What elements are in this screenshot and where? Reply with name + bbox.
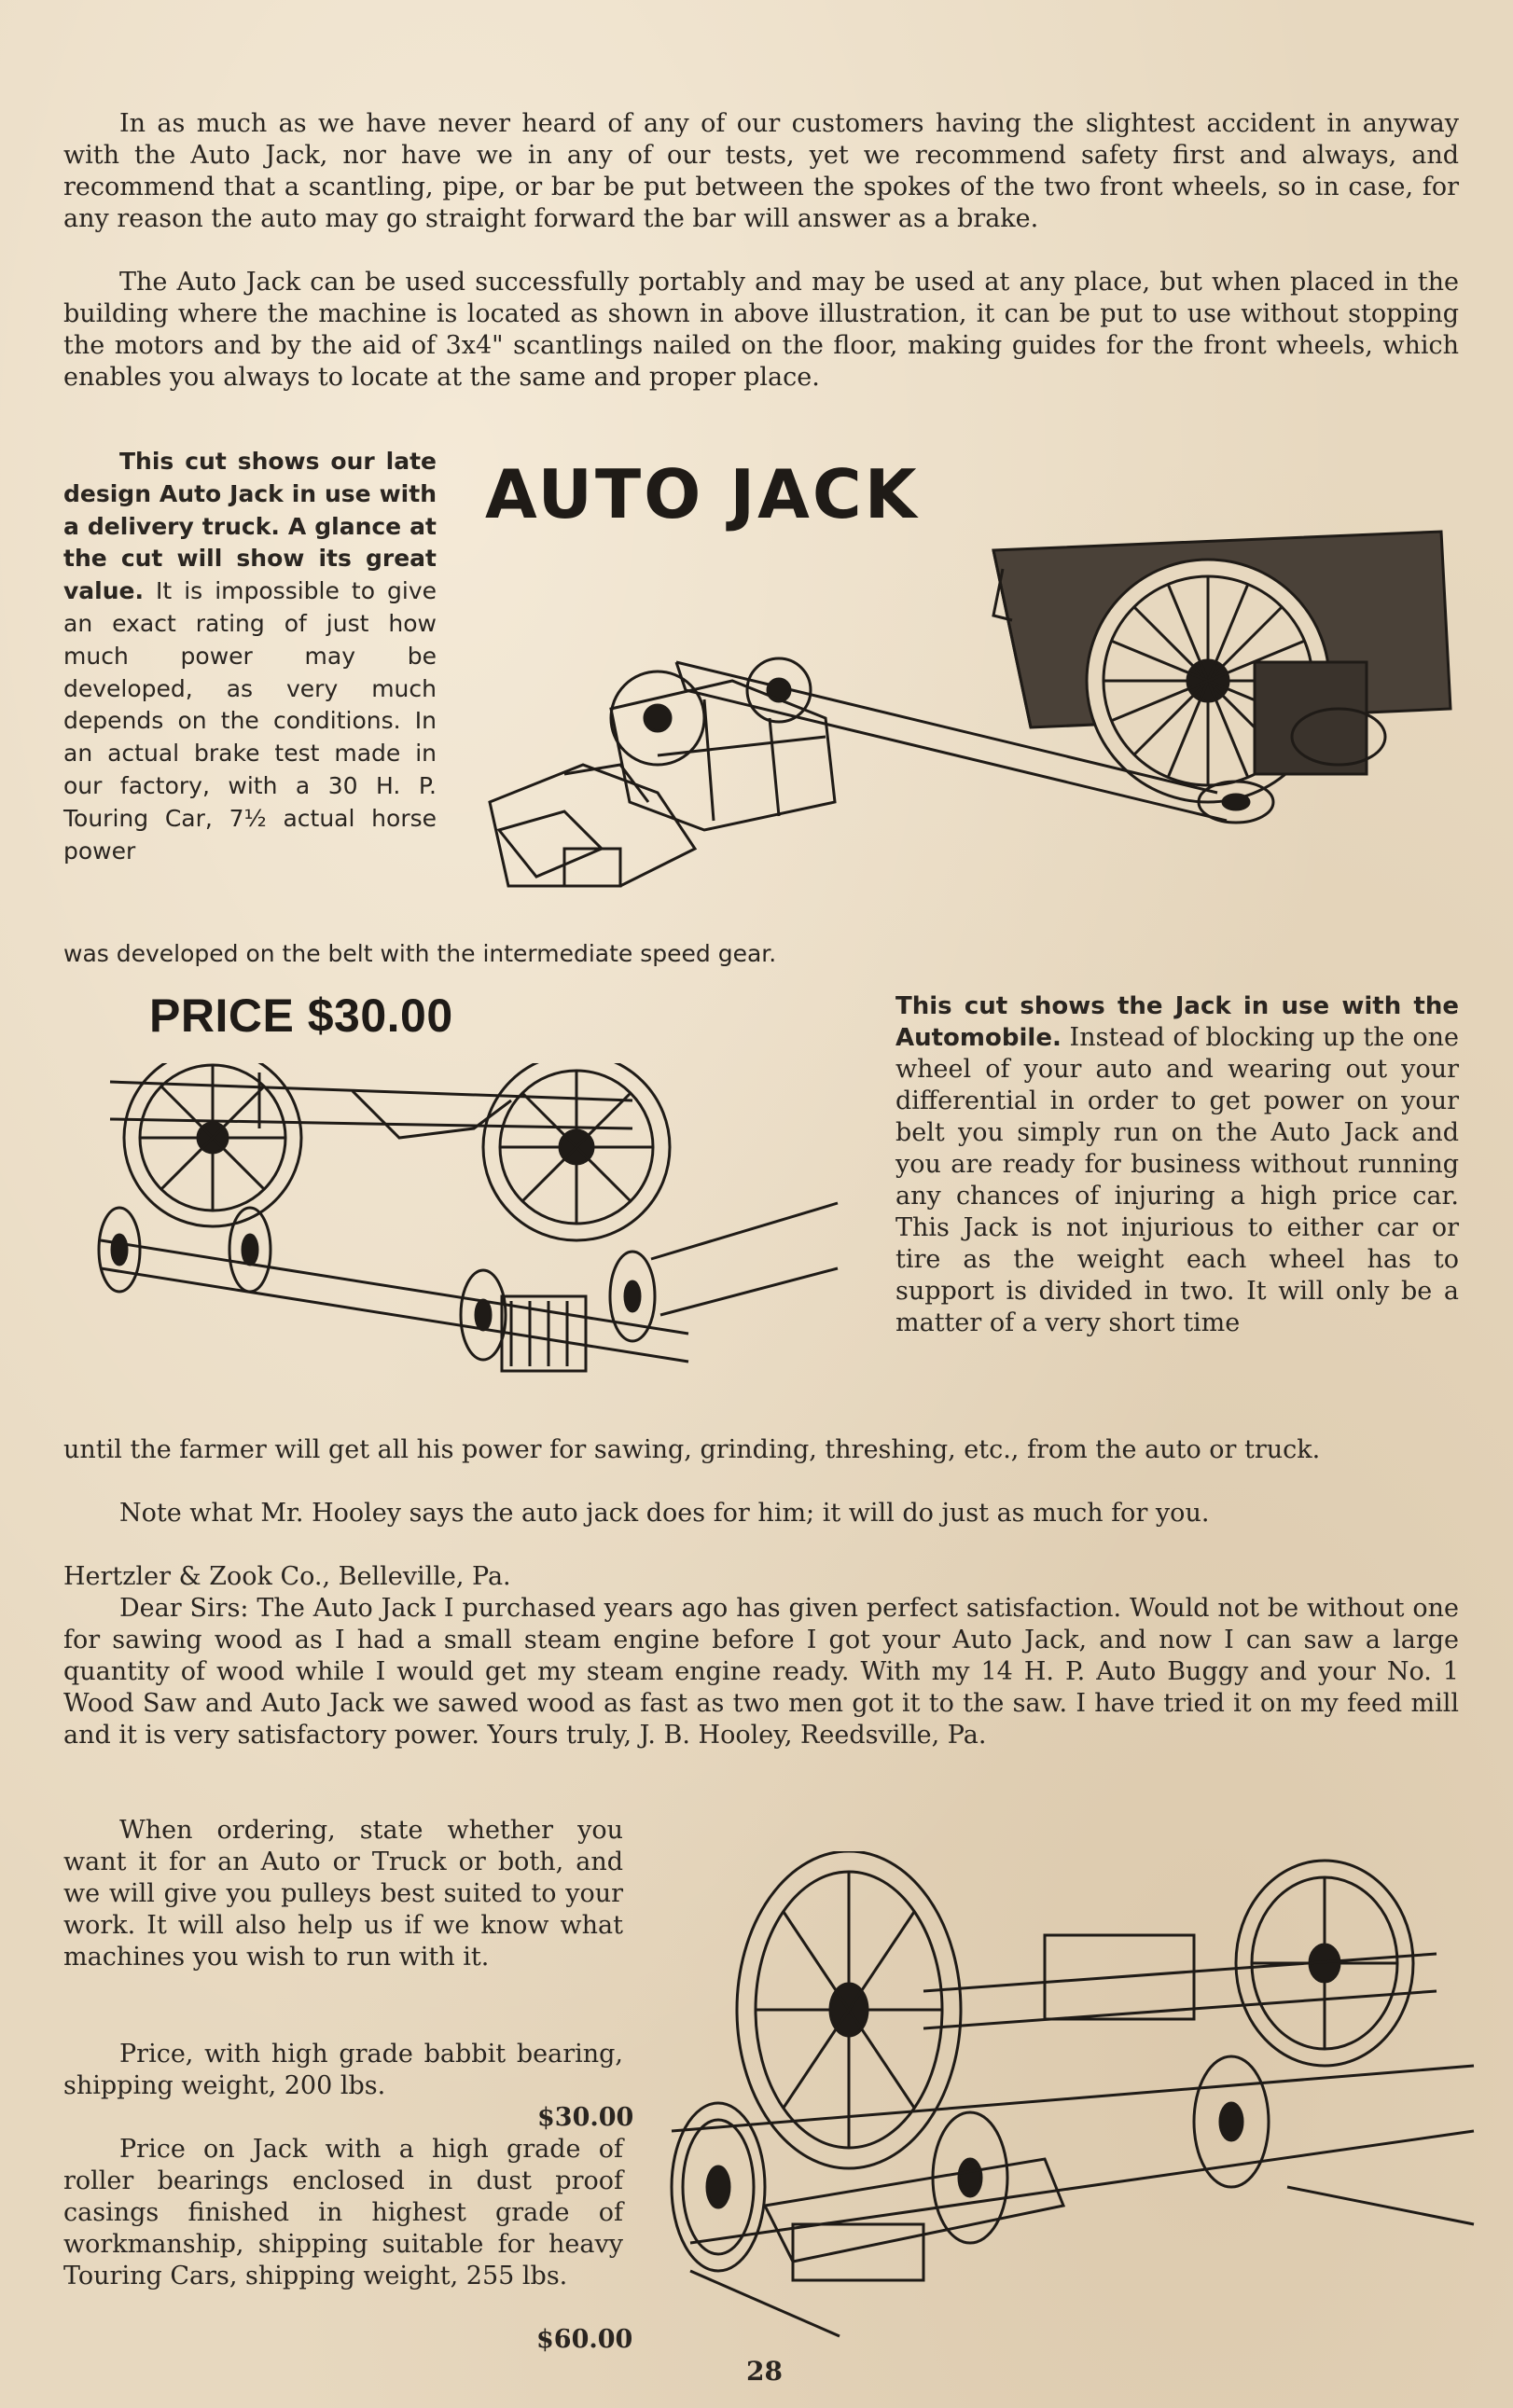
price-babbit-amount: $30.00 <box>537 2103 634 2132</box>
price-heading: PRICE $30.00 <box>149 989 453 1042</box>
testimonial-letter: Dear Sirs: The Auto Jack I purchased years ago has given perfect satisfaction. Would not be without one for sawing wood as I had a small steam engine before I got your Auto Jack, and now I can saw a large quantity of wood while I would get my steam engine ready. With my 14 H. P. Auto Buggy and your No. 1 Wood Saw and Auto Jack we sawed wood as fast as two men got it to the saw. I have tried it on my feed mill and it is very satisfactory power. Yours truly, J. B. Hooley, Reedsville, Pa. <box>63 1594 1459 1750</box>
truck-cut-body: It is impossible to give an exact rating of just how much power may be developed, as very much depends on the conditions. In an actual brake test made in our factory, with a 30 H. P. Touring Car, 7½ actual horse power <box>63 577 437 865</box>
truck-cut-lead: This cut shows our late design Auto Jack in use with a delivery truck. A glance at the cut will show its great value. <box>63 448 437 605</box>
price-roller-text: Price on Jack with a high grade of roller bearings enclosed in dust proof casings finished in highest grade of workmanship, shipping suitable for heavy Touring Cars, shipping weight, 255 lbs. <box>63 2135 623 2290</box>
truck-cut-caption-tail: was developed on the belt with the intermediate speed gear. <box>63 940 777 967</box>
auto-jack-title: AUTO JACK <box>485 455 920 533</box>
intro-paragraph-safety: In as much as we have never heard of any of our customers having the slightest accident in anyway with the Auto Jack, nor have we in any of our tests, yet we recommend safety first and always, and recommend that a scantling, pipe, or bar be put between the spokes of the two front wheels, so in case, for any reason the auto may go straight forward the bar will answer as a brake. <box>63 109 1459 233</box>
rear-axle-jack-illustration <box>653 1851 1483 2346</box>
automobile-jack-illustration <box>73 1063 856 1399</box>
automobile-cut-body: Instead of blocking up the one wheel of your auto and wearing out your differential in order to get power on your belt you simply run on the Auto Jack and you are ready for business without running any chances of injuring a high price car. This Jack is not injurious to either car or tire as the weight each wheel has to support is divided in two. It will only be a matter of a very short time <box>895 1023 1459 1337</box>
automobile-cut-lead: This cut shows the Jack in use with the Automobile. <box>895 992 1459 1052</box>
intro-paragraph-placement: The Auto Jack can be used successfully portably and may be used at any place, but when placed in the building where the machine is located as shown in above illustration, it can be put to use without stopping the motors and by the aid of 3x4" scantlings nailed on the floor, making guides for the front wheels, which enables you always to locate at the same and proper place. <box>63 268 1459 392</box>
price-roller-amount: $60.00 <box>536 2325 633 2354</box>
automobile-cut-caption-tail: until the farmer will get all his power for sawing, grinding, threshing, etc., from the auto or truck. <box>63 1435 1321 1464</box>
testimonial-address: Hertzler & Zook Co., Belleville, Pa. <box>63 1562 511 1591</box>
price-babbit-text: Price, with high grade babbit bearing, shipping weight, 200 lbs. <box>63 2040 623 2100</box>
truck-cut-caption <box>63 446 437 867</box>
delivery-truck-illustration <box>471 494 1460 914</box>
page-number: 28 <box>746 2356 783 2387</box>
testimonial-note: Note what Mr. Hooley says the auto jack does for him; it will do just as much for you. <box>119 1499 1210 1528</box>
ordering-instructions: When ordering, state whether you want it for an Auto or Truck or both, and we will give you pulleys best suited to your work. It will also help us if we know what machines you wish to run with it. <box>63 1816 623 1972</box>
automobile-cut-caption <box>895 990 1459 1339</box>
